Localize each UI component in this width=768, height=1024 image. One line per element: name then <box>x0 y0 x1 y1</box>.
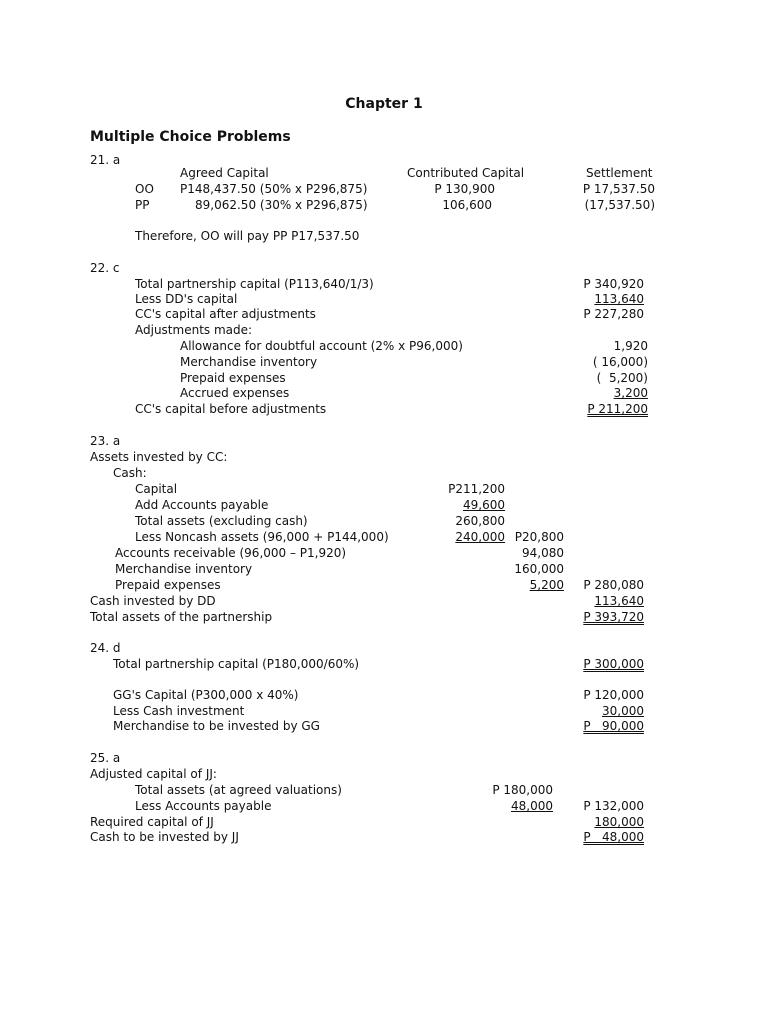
adjustment-label: Allowance for doubtful account (2% x P96,000) <box>180 339 463 353</box>
line-label: Adjusted capital of JJ: <box>90 767 217 781</box>
line-amount: 94,080 <box>522 546 564 560</box>
line-label: Less Accounts payable <box>135 799 272 813</box>
contributed-capital: 106,600 <box>442 198 492 212</box>
line-label: Total assets of the partnership <box>90 610 273 624</box>
contributed-capital: P 130,900 <box>434 182 495 196</box>
line-amount: P 227,280 <box>583 307 644 321</box>
question-23-number: 23. a <box>90 434 121 448</box>
adjustment-amount: 3,200 <box>613 386 648 400</box>
line-amount: P 48,000 <box>583 830 644 844</box>
line-amount: P 340,920 <box>583 277 644 291</box>
line-label: Merchandise inventory <box>115 562 253 576</box>
question-25-number: 25. a <box>90 751 121 765</box>
line-amount: 113,640 <box>594 594 644 608</box>
line-label: Add Accounts payable <box>135 498 269 512</box>
line-amount: 240,000 <box>455 530 505 544</box>
adjustment-label: Accrued expenses <box>180 386 290 400</box>
page-title: Chapter 1 <box>345 96 423 112</box>
adjustment-label: Merchandise inventory <box>180 355 318 369</box>
line-label: GG's Capital (P300,000 x 40%) <box>113 688 299 702</box>
line-amount: P 132,000 <box>583 799 644 813</box>
question-24-number: 24. d <box>90 641 121 655</box>
partner-name: OO <box>135 182 154 196</box>
line-label: Assets invested by CC: <box>90 450 228 464</box>
col-header-contributed: Contributed Capital <box>407 166 525 180</box>
conclusion-text: Therefore, OO will pay PP P17,537.50 <box>135 229 360 243</box>
line-label: Prepaid expenses <box>115 578 221 592</box>
question-21-number: 21. a <box>90 153 121 167</box>
line-amount: 160,000 <box>514 562 564 576</box>
line-amount: 5,200 <box>529 578 564 592</box>
line-label: Cash invested by DD <box>90 594 216 608</box>
line-label: Less Noncash assets (96,000 + P144,000) <box>135 530 389 544</box>
line-label: CC's capital after adjustments <box>135 307 316 321</box>
settlement-amount: P 17,537.50 <box>582 182 655 196</box>
line-amount: 113,640 <box>594 292 644 306</box>
agreed-capital: 89,062.50 (30% x P296,875) <box>195 198 368 212</box>
line-label: Total assets (excluding cash) <box>135 514 308 528</box>
line-label: Total assets (at agreed valuations) <box>135 783 342 797</box>
line-amount: P20,800 <box>514 530 564 544</box>
line-amount: 180,000 <box>594 815 644 829</box>
adjustment-amount: ( 5,200) <box>596 371 648 385</box>
agreed-capital: P148,437.50 (50% x P296,875) <box>180 182 368 196</box>
line-amount: P 280,080 <box>583 578 644 592</box>
line-label: Merchandise to be invested by GG <box>113 719 320 733</box>
section-heading: Multiple Choice Problems <box>90 129 291 145</box>
line-label: Adjustments made: <box>135 323 253 337</box>
line-amount: P 393,720 <box>583 610 644 624</box>
line-label: Less Cash investment <box>113 704 245 718</box>
line-label: Less DD's capital <box>135 292 238 306</box>
line-label: CC's capital before adjustments <box>135 402 327 416</box>
line-label: Total partnership capital (P180,000/60%) <box>113 657 360 671</box>
adjustment-amount: ( 16,000) <box>592 355 648 369</box>
line-label: Total partnership capital (P113,640/1/3) <box>135 277 374 291</box>
line-label: Capital <box>135 482 178 496</box>
line-amount: 260,800 <box>455 514 505 528</box>
line-amount: P 90,000 <box>583 719 644 733</box>
line-label: Accounts receivable (96,000 – P1,920) <box>115 546 347 560</box>
col-header-agreed: Agreed Capital <box>180 166 269 180</box>
line-amount: P 180,000 <box>492 783 553 797</box>
line-amount: 49,600 <box>463 498 505 512</box>
line-amount: P 120,000 <box>583 688 644 702</box>
line-amount: P 300,000 <box>583 657 644 671</box>
line-amount: 48,000 <box>511 799 553 813</box>
line-amount: P211,200 <box>448 482 505 496</box>
adjustment-amount: 1,920 <box>613 339 648 353</box>
adjustment-label: Prepaid expenses <box>180 371 286 385</box>
partner-name: PP <box>135 198 150 212</box>
line-amount: 30,000 <box>602 704 644 718</box>
line-label: Cash to be invested by JJ <box>90 830 239 844</box>
col-header-settlement: Settlement <box>586 166 653 180</box>
line-label: Cash: <box>113 466 147 480</box>
line-label: Required capital of JJ <box>90 815 214 829</box>
question-22-number: 22. c <box>90 261 120 275</box>
line-amount: P 211,200 <box>587 402 648 416</box>
settlement-amount: (17,537.50) <box>584 198 655 212</box>
